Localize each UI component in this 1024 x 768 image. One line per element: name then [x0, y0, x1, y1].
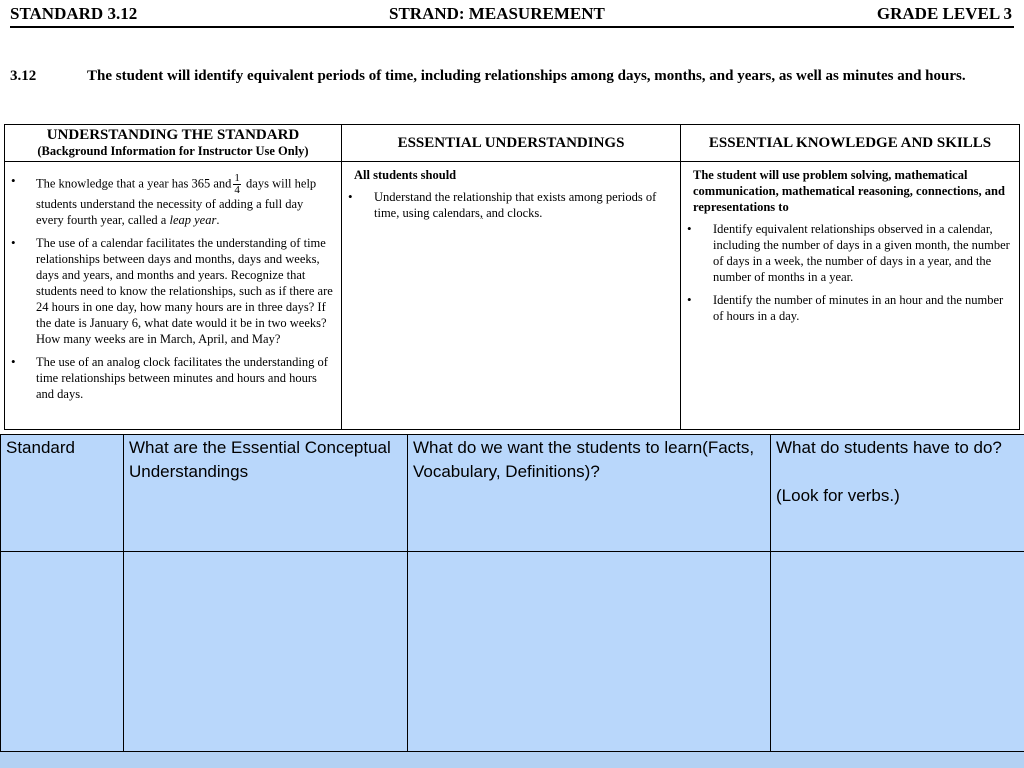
essential-understandings-lead: All students should [354, 168, 457, 182]
fraction-numerator: 1 [234, 172, 240, 184]
leap-year-term: leap year [169, 213, 217, 227]
cell-do-entry[interactable] [771, 552, 1024, 752]
cell-learn-entry[interactable] [408, 552, 771, 752]
bullet1-text-middle: days will help students understand the necessity of adding a full day every fourth year, called a [36, 176, 317, 227]
standard-text: The student will identify equivalent periods of time, including relationships among days, months, and years, as well as minutes and hours. [87, 68, 966, 84]
understanding-bullet-3: • The use of an analog clock facilitates the understanding of time relationships between minutes and hours and hours and days. [5, 354, 341, 402]
header-strand: STRAND: MEASUREMENT [389, 4, 605, 23]
bullet1-text-end: . [216, 213, 220, 227]
essential-understandings-title: ESSENTIAL UNDERSTANDINGS [397, 135, 625, 151]
do-header-line2: (Look for verbs.) [776, 486, 900, 505]
cell-standard-entry[interactable] [1, 552, 124, 752]
cell-learn-header: What do we want the students to learn(Facts, Vocabulary, Definitions)? [408, 435, 771, 552]
fraction [233, 173, 241, 196]
curriculum-grid [4, 124, 1020, 430]
cell-understandings-header: What are the Essential Conceptual Understandings [124, 435, 408, 552]
planning-table [0, 434, 1024, 752]
cell-do-header [771, 435, 1024, 552]
understanding-title: UNDERSTANDING THE STANDARD [46, 127, 300, 143]
header-grade: GRADE LEVEL 3 [876, 4, 1012, 23]
cell-understandings-entry[interactable] [124, 552, 408, 752]
fraction-denominator: 4 [234, 184, 240, 196]
understanding-bullet-2: • The use of a calendar facilitates the understanding of time relationships between days and months, days and weeks, days and years, and months and years. Recognize that students need to know the relationships, such as if there are 24 hours in one day, how many hours are in three days? If the date is January 6, what date would it be in two weeks? How many weeks are in March, April, and May? [5, 235, 341, 347]
cell-standard-header: Standard [1, 435, 124, 552]
knowledge-skills-header [681, 125, 1019, 162]
knowledge-skills-bullet-1: • Identify equivalent relationships observed in a calendar, including the number of days in a given month, the number of days in a week, the number of days in a year, and the number of months in a year. [681, 221, 1019, 285]
do-header-line1: What do students have to do? [776, 438, 1002, 457]
page-header [0, 0, 1024, 30]
essential-understandings-body [342, 167, 680, 228]
understanding-bullet-1 [5, 173, 341, 228]
knowledge-skills-bullet-2: • Identify the number of minutes in an hour and the number of hours in a day. [681, 292, 1019, 324]
eu-bullet-text-end: and clocks. [483, 206, 543, 220]
understanding-body [5, 173, 341, 409]
column-understanding [5, 125, 342, 429]
understanding-header [5, 125, 341, 162]
essential-understandings-bullet-1 [342, 189, 680, 221]
eu-bullet-text-start: Understand the relationship that exists among periods of time, using calendars [374, 190, 657, 220]
essential-understandings-header [342, 125, 680, 162]
planning-entry-row [1, 552, 1024, 752]
column-essential-understandings [342, 125, 681, 429]
standard-number: 3.12 [10, 68, 37, 84]
knowledge-skills-title: ESSENTIAL KNOWLEDGE AND SKILLS [708, 135, 992, 151]
bottom-band [0, 752, 1024, 768]
column-knowledge-skills [681, 125, 1019, 429]
planning-header-row [1, 435, 1024, 552]
understanding-subtitle: (Background Information for Instructor Use Only) [37, 144, 309, 158]
bullet1-text-start: The knowledge that a year has 365 and [36, 176, 232, 191]
header-rule [10, 26, 1014, 28]
knowledge-skills-lead: The student will use problem solving, mathematical communication, mathematical reasoning, connections, and representations to [693, 168, 1005, 214]
eu-bullet-comma: , [479, 206, 483, 220]
knowledge-skills-body [681, 167, 1019, 331]
header-standard: STANDARD 3.12 [10, 4, 138, 23]
